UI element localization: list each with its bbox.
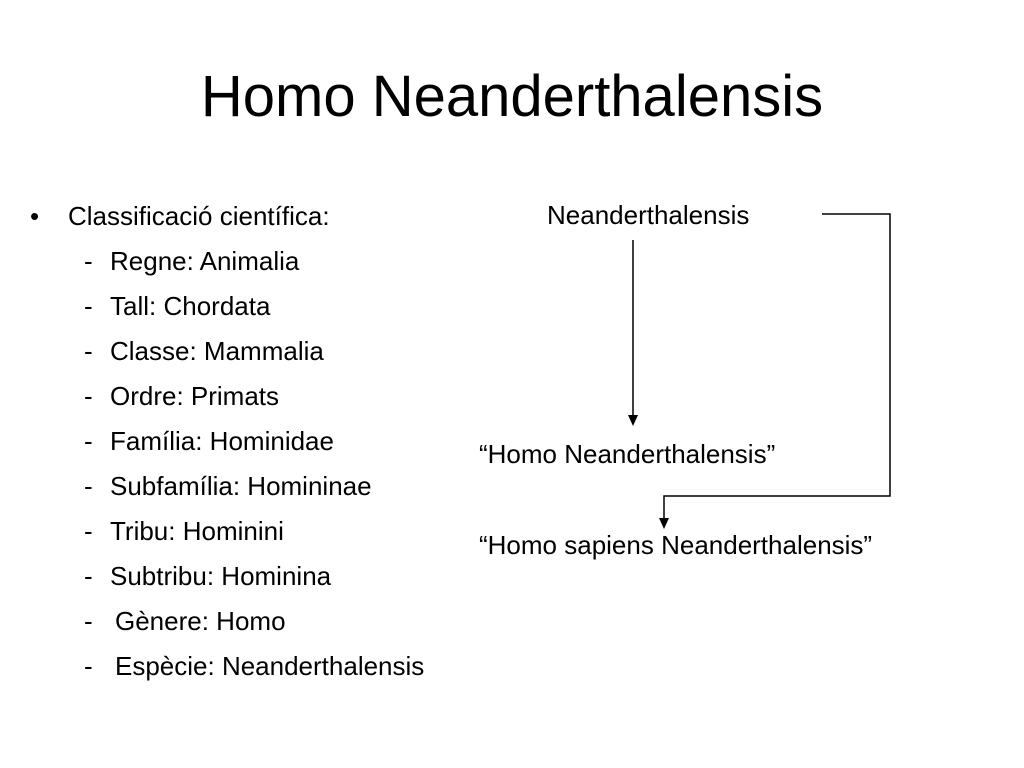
classification-item-label: Espècie: Neanderthalensis xyxy=(115,651,425,681)
classification-item-label: Regne: Animalia xyxy=(110,246,300,276)
dash-marker: - xyxy=(84,426,93,456)
bracket-arrow-head xyxy=(659,518,669,529)
dash-marker: - xyxy=(84,291,93,321)
naming-top-label: Neanderthalensis xyxy=(547,200,750,230)
dash-marker: - xyxy=(84,561,93,591)
dash-marker: - xyxy=(84,606,93,636)
naming-middle-label: “Homo Neanderthalensis” xyxy=(479,439,776,469)
dash-marker: - xyxy=(84,516,93,546)
dash-marker: - xyxy=(84,471,93,501)
classification-item-label: Ordre: Primats xyxy=(110,381,280,411)
naming-bottom-label: “Homo sapiens Neanderthalensis” xyxy=(479,530,873,560)
classification-item-label: Tall: Chordata xyxy=(110,291,271,321)
classification-heading: Classificació científica: xyxy=(68,201,330,231)
classification-item-label: Classe: Mammalia xyxy=(110,336,324,366)
bracket-connector xyxy=(664,214,890,520)
classification-item-label: Subfamília: Homininae xyxy=(110,471,372,501)
bullet-icon: • xyxy=(30,201,40,231)
dash-marker: - xyxy=(84,336,93,366)
slide-title: Homo Neanderthalensis xyxy=(200,64,824,129)
dash-marker: - xyxy=(84,246,93,276)
classification-item-label: Tribu: Hominini xyxy=(110,516,284,546)
classification-item-label: Subtribu: Hominina xyxy=(110,561,332,591)
down-arrow-head xyxy=(628,415,638,426)
classification-item-label: Família: Hominidae xyxy=(110,426,334,456)
dash-marker: - xyxy=(84,381,93,411)
dash-marker: - xyxy=(84,651,93,681)
classification-item-label: Gènere: Homo xyxy=(115,606,286,636)
